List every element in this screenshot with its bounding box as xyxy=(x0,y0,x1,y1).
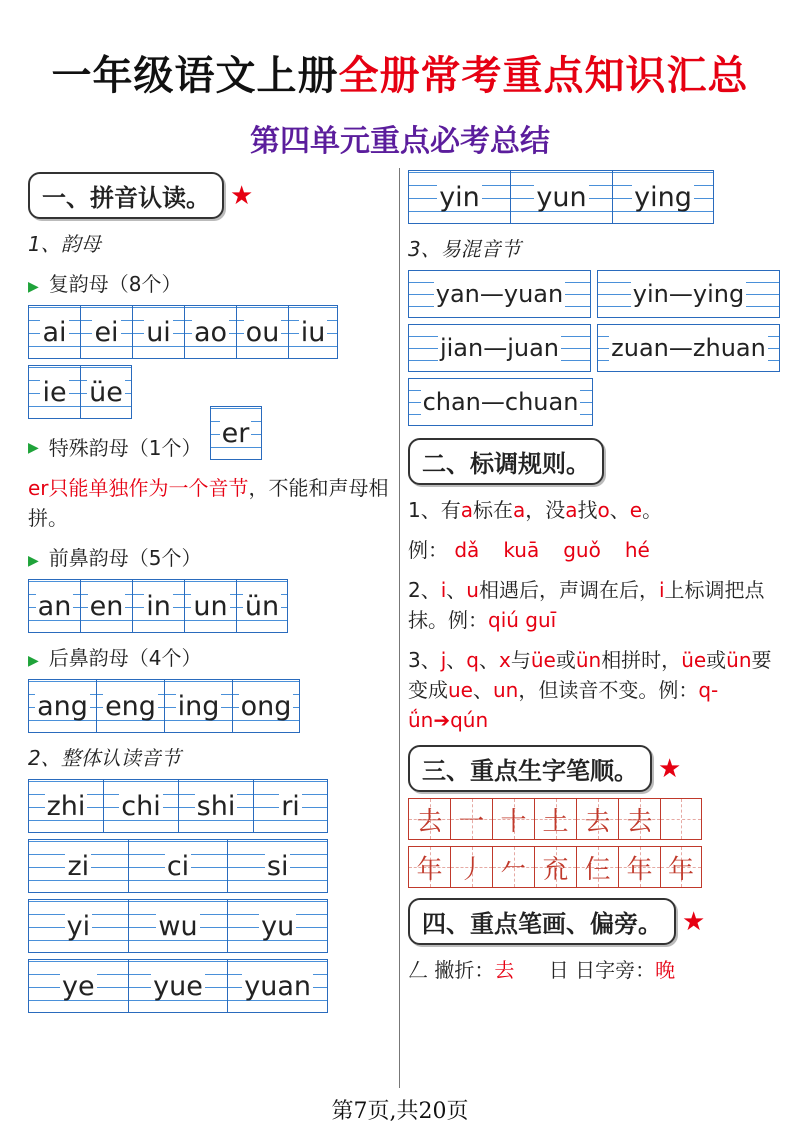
qianbi-grid xyxy=(28,579,390,633)
syllable-pair: jian—juan xyxy=(408,324,591,372)
stroke-cell: 年 xyxy=(660,846,702,888)
zhengti-grid-row3 xyxy=(28,899,328,953)
stroke-symbol: 𠃋 xyxy=(408,958,428,982)
pinyin-cell: ou xyxy=(236,305,288,359)
fuyunmu-grid-row1 xyxy=(28,305,338,359)
pinyin-cell: zhi xyxy=(28,779,103,833)
syllable-pair: zuan—zhuan xyxy=(597,324,780,372)
tone-example-1: 例： dǎ kuā guǒ hé xyxy=(408,538,650,562)
section-heading-tone-rules: 二、标调规则。 xyxy=(408,438,604,485)
pinyin-cell: üe xyxy=(80,365,132,419)
stroke-cell: 去 xyxy=(618,798,660,840)
title-red: 全册常考重点知识汇总 xyxy=(338,52,749,99)
pinyin-cell: yi xyxy=(28,899,128,953)
syllable-pair: chan—chuan xyxy=(408,378,593,426)
stroke-cell: 丿 xyxy=(450,846,492,888)
tone-rule-2: 2、i、u相遇后，声调在后，i上标调把点抹。例：qiú guī xyxy=(408,578,765,632)
pinyin-cell: ie xyxy=(28,365,80,419)
zhengti-grid-row4 xyxy=(28,959,328,1013)
pinyin-cell: shi xyxy=(178,779,253,833)
syllable-pair: yin—ying xyxy=(597,270,780,318)
pinyin-cell: iu xyxy=(288,305,338,359)
pair-row xyxy=(408,270,780,318)
strokes-radicals-line: 𠃋 撇折：去 日 日字旁：晚 xyxy=(408,958,676,982)
star-icon: ★ xyxy=(682,906,706,937)
pinyin-cell: yuan xyxy=(227,959,328,1013)
pinyin-cell: yin xyxy=(408,170,510,224)
pinyin-cell: zi xyxy=(28,839,128,893)
sub-heading-yihun: 3、易混音节 xyxy=(408,237,521,261)
section-heading-strokes-radicals: 四、重点笔画、偏旁。 xyxy=(408,898,676,945)
page-title xyxy=(0,44,800,101)
stroke-cell: 㐬 xyxy=(534,846,576,888)
pinyin-cell: er xyxy=(210,406,262,460)
pinyin-cell: ye xyxy=(28,959,128,1013)
page-subtitle: 第四单元重点必考总结 xyxy=(250,124,550,159)
pinyin-cell: ei xyxy=(80,305,132,359)
tone-rule-3: 3、j、q、x与üe或ün相拼时，üe或ün要变成ue、un，但读音不变。例：q-ǘn➔qún xyxy=(408,648,772,732)
sub-heading-yunmu: 1、韵母 xyxy=(28,232,101,256)
houbi-grid xyxy=(28,679,390,733)
pinyin-cell: ci xyxy=(128,839,228,893)
pinyin-cell: ang xyxy=(28,679,96,733)
syllable-pair: yan—yuan xyxy=(408,270,591,318)
section-heading-pinyin: 一、拼音认读。 xyxy=(28,172,224,219)
right-column xyxy=(408,168,780,985)
pinyin-cell: in xyxy=(132,579,184,633)
pinyin-cell: ui xyxy=(132,305,184,359)
star-icon: ★ xyxy=(658,753,682,784)
star-icon: ★ xyxy=(230,180,254,211)
teshu-note: er只能单独作为一个音节，不能和声母相拼。 xyxy=(28,476,389,530)
column-divider xyxy=(399,168,400,1088)
stroke-cell: 𠂉 xyxy=(492,846,534,888)
pair-row xyxy=(408,378,593,426)
stroke-cell: 年 xyxy=(618,846,660,888)
section-heading-stroke-order: 三、重点生字笔顺。 xyxy=(408,745,652,792)
triangle-bullet-icon: ▶ xyxy=(28,553,39,569)
stroke-order-row xyxy=(408,846,780,888)
sub-heading-zhengti: 2、整体认读音节 xyxy=(28,746,181,770)
page-footer: 第7页,共20页 xyxy=(331,1099,469,1124)
pinyin-cell: ao xyxy=(184,305,236,359)
fuyunmu-label: ▶ 复韵母（8个） xyxy=(28,272,182,296)
pinyin-cell: ün xyxy=(236,579,288,633)
stroke-cell: 去 xyxy=(576,798,618,840)
qianbi-label: ▶ 前鼻韵母（5个） xyxy=(28,546,202,570)
stroke-cell: 去 xyxy=(408,798,450,840)
triangle-bullet-icon: ▶ xyxy=(28,439,39,456)
pinyin-cell: en xyxy=(80,579,132,633)
pinyin-cell: ri xyxy=(253,779,328,833)
stroke-order-row xyxy=(408,798,780,840)
stroke-cell: 年 xyxy=(408,846,450,888)
stroke-cell: 仨 xyxy=(576,846,618,888)
stroke-cell xyxy=(660,798,702,840)
pinyin-cell: ying xyxy=(612,170,714,224)
left-column xyxy=(28,172,390,1013)
pinyin-cell: yun xyxy=(510,170,612,224)
stroke-cell: 土 xyxy=(534,798,576,840)
pinyin-cell: yu xyxy=(227,899,328,953)
pinyin-cell: eng xyxy=(96,679,164,733)
triangle-bullet-icon: ▶ xyxy=(28,279,39,295)
tone-rule-1: 1、有a标在a，没a找o、e。 xyxy=(408,498,663,522)
stroke-cell: 十 xyxy=(492,798,534,840)
pinyin-cell: an xyxy=(28,579,80,633)
pinyin-cell: ong xyxy=(232,679,300,733)
pinyin-cell: si xyxy=(227,839,328,893)
zhengti-grid-row1 xyxy=(28,779,328,833)
stroke-cell: 一 xyxy=(450,798,492,840)
pinyin-cell: chi xyxy=(103,779,178,833)
pinyin-cell: yue xyxy=(128,959,228,1013)
title-black: 一年级语文上册 xyxy=(51,52,339,99)
triangle-bullet-icon: ▶ xyxy=(28,653,39,669)
pinyin-cell: un xyxy=(184,579,236,633)
houbi-label: ▶ 后鼻韵母（4个） xyxy=(28,646,202,670)
pair-row xyxy=(408,324,780,372)
pinyin-cell: ing xyxy=(164,679,232,733)
pinyin-cell: wu xyxy=(128,899,228,953)
zhengti-grid-row5 xyxy=(408,170,714,224)
teshu-label: ▶ 特殊韵母（1个） er xyxy=(28,433,390,463)
zhengti-grid-row2 xyxy=(28,839,328,893)
pinyin-cell: ai xyxy=(28,305,80,359)
